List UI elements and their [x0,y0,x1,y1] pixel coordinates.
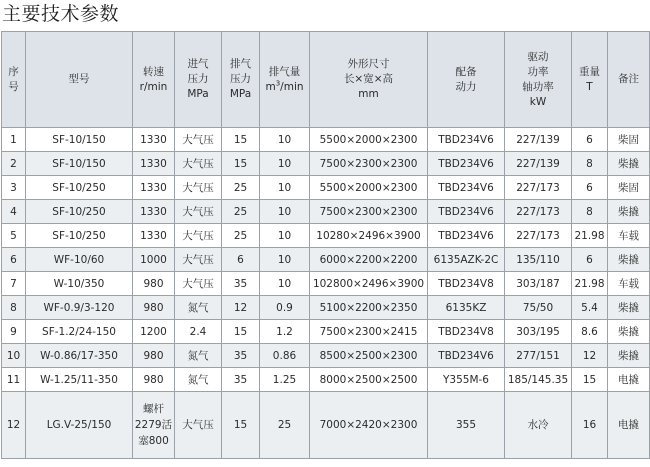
col-header-intake-pressure: 进气 压力 MPa [175,32,222,128]
col-header-power-match: 配备 动力 [428,32,505,128]
spec-table-body [2,128,650,459]
table-row: 7 W-10/350 980 大气压 35 10 102800×2496×3900 TBD234V8 303/187 21.98 车载 [2,272,650,296]
col-header-model: 型号 [26,32,133,128]
table-row: 9 SF-1.2/24-150 1200 2.4 15 1.2 7500×2300×2415 TBD234V8 303/195 8.6 柴撬 [2,320,650,344]
page-title: 主要技术参数 [2,3,120,25]
spec-table [1,31,650,459]
col-header-speed: 转速 r/min [133,32,175,128]
table-row: 10 W-0.86/17-350 980 氮气 35 0.86 8500×2500×2300 TBD234V6 277/151 12 柴撬 [2,344,650,368]
table-row: 2 SF-10/150 1330 大气压 15 10 7500×2300×2300 TBD234V6 227/139 8 柴撬 [2,152,650,176]
col-header-remark: 备注 [608,32,650,128]
col-header-seq: 序 号 [2,32,26,128]
table-row: 11 W-1.25/11-350 980 氮气 35 1.25 8000×2500×2500 Y355M-6 185/145.35 15 电撬 [2,368,650,392]
col-header-exhaust-pressure: 排气 压力 MPa [222,32,260,128]
header-row [2,32,650,128]
table-row: 4 SF-10/250 1330 大气压 25 10 7500×2300×2300 TBD234V6 227/173 8 柴撬 [2,200,650,224]
col-header-dimensions: 外形尺寸 长×宽×高 mm [310,32,428,128]
col-header-weight: 重量 T [572,32,608,128]
table-row: 8 WF-0.9/3-120 980 氮气 12 0.9 5100×2200×2350 6135KZ 75/50 5.4 柴撬 [2,296,650,320]
table-row: 5 SF-10/250 1330 大气压 25 10 10280×2496×3900 TBD234V6 227/173 21.98 车载 [2,224,650,248]
col-header-drive-power: 驱动 功率 轴功率 kW [505,32,572,128]
col-header-flow: 排气量 $m^3/\min$ [260,32,310,128]
table-row: 3 SF-10/250 1330 大气压 25 10 5500×2000×2300 TBD234V6 227/173 6 柴固 [2,176,650,200]
table-row: 12 LG.V-25/150 螺杆 2279活 塞800 大气压 15 25 7000×2420×2300 355 水冷 16 电撬 [2,392,650,459]
table-row: 1 SF-10/150 1330 大气压 15 10 5500×2000×2300 TBD234V6 227/139 6 柴固 [2,128,650,152]
table-row: 6 WF-10/60 1000 大气压 6 10 6000×2200×2200 6135AZK-2C 135/110 6 柴撬 [2,248,650,272]
